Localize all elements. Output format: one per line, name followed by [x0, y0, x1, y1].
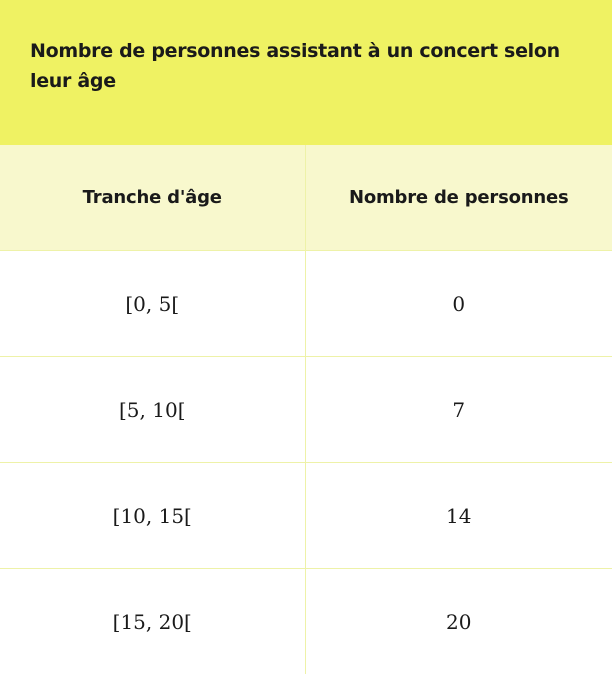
count-cell: 7 — [305, 357, 612, 463]
count-cell: 14 — [305, 463, 612, 569]
column-header-age-range: Tranche d'âge — [0, 145, 305, 251]
column-header-count: Nombre de personnes — [305, 145, 612, 251]
age-range-cell: [10, 15[ — [0, 463, 305, 569]
table-row — [0, 357, 612, 463]
age-range-cell: [5, 10[ — [0, 357, 305, 463]
table-row — [0, 251, 612, 357]
table-title: Nombre de personnes assistant à un concert selon leur âge — [30, 40, 560, 92]
count-cell: 0 — [305, 251, 612, 357]
table-header-row — [0, 145, 612, 251]
count-cell: 20 — [446, 609, 472, 634]
table-row — [0, 463, 612, 569]
age-range-cell: [0, 5[ — [0, 251, 305, 357]
table-title-bar — [0, 0, 612, 145]
age-range-cell: [15, 20[ — [0, 569, 305, 674]
table-row — [0, 569, 612, 674]
data-table — [0, 145, 612, 674]
